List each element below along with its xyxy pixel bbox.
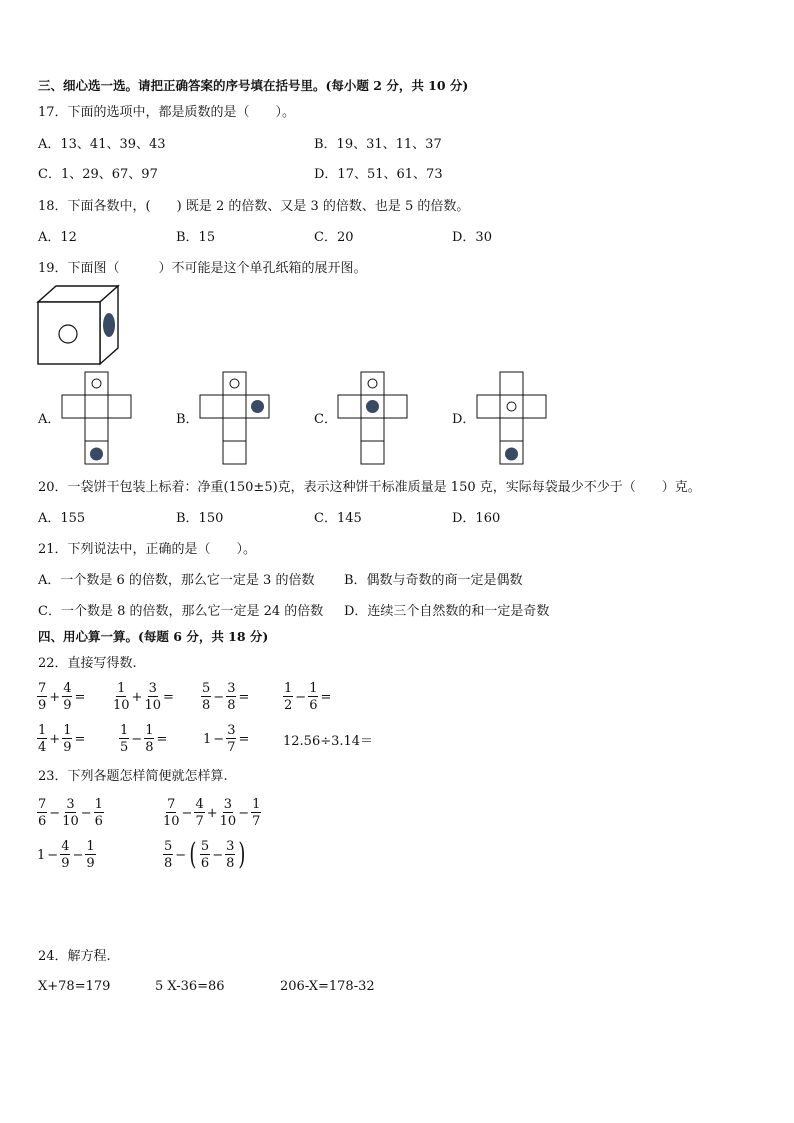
q21-option-a: A．一个数是 6 的倍数，那么它一定是 3 的倍数 (38, 573, 315, 588)
q20-option-b: B．150 (176, 511, 224, 526)
section3-heading: 三、细心选一选。请把正确答案的序号填在括号里。(每小题 2 分，共 10 分) (38, 78, 469, 93)
q21-option-c: C．一个数是 8 的倍数，那么它一定是 24 的倍数 (38, 604, 324, 619)
net-b (200, 372, 272, 466)
q17-option-c: C．1、29、67、97 (38, 167, 158, 182)
q20-option-a: A．155 (38, 511, 86, 526)
q22-expr-7: 1 − $\frac{3}{7}$ = (203, 723, 250, 755)
q19-label-b: B． (176, 412, 199, 427)
q22-expr-4: $\frac{1}{2}$ − $\frac{1}{6}$ = (284, 681, 332, 713)
q22-expr-6: $\frac{1}{5}$ − $\frac{1}{8}$ = (120, 723, 168, 755)
q24-equation-3: 206-X=178-32 (280, 979, 375, 994)
q18-stem: 18．下面各数中，( ) 既是 2 的倍数、又是 3 的倍数、也是 5 的倍数。 (38, 199, 470, 214)
q18-option-c: C．20 (314, 230, 354, 245)
q21-stem: 21．下列说法中，正确的是（ ）。 (38, 542, 257, 557)
q17-option-a: A．13、41、39、43 (38, 137, 166, 152)
net-c (338, 372, 410, 466)
q22-stem: 22．直接写得数. (38, 656, 137, 671)
q22-expr-8: 12.56÷3.14＝ (283, 734, 374, 749)
q19-stem: 19．下面图（ ）不可能是这个单孔纸箱的展开图。 (38, 261, 367, 276)
q19-label-a: A． (38, 412, 61, 427)
q22-expr-5: $\frac{1}{4}$ + $\frac{1}{9}$ = (38, 723, 86, 755)
q19-label-c: C． (314, 412, 337, 427)
q18-option-a: A．12 (38, 230, 77, 245)
q23-expr-4: $\frac{5}{8}$ − ( $\frac{5}{6}$ − $\frac{3}{8}$ ) (164, 837, 246, 872)
q24-equation-2: 5 X-36=86 (155, 979, 225, 994)
q21-option-d: D．连续三个自然数的和一定是奇数 (344, 604, 550, 619)
q22-expr-1: $\frac{7}{9}$ + $\frac{4}{9}$ = (38, 681, 86, 713)
q23-expr-1: $\frac{7}{6}$ − $\frac{3}{10}$ − $\frac{1}{6}$ (38, 797, 103, 829)
q17-option-b: B．19、31、11、37 (314, 137, 442, 152)
q24-stem: 24．解方程. (38, 949, 111, 964)
q17-option-d: D．17、51、61、73 (314, 167, 443, 182)
q22-expr-3: $\frac{5}{8}$ − $\frac{3}{8}$ = (202, 681, 250, 713)
q23-stem: 23．下列各题怎样简便就怎样算. (38, 769, 228, 784)
q22-expr-2: $\frac{1}{10}$ + $\frac{3}{10}$ = (113, 681, 174, 713)
q20-option-c: C．145 (314, 511, 362, 526)
net-d (477, 372, 549, 466)
q19-label-d: D． (452, 412, 476, 427)
q18-option-d: D．30 (452, 230, 492, 245)
q23-expr-2: $\frac{7}{10}$ − $\frac{4}{7}$ + $\frac{3}{10}$ − $\frac{1}{7}$ (163, 797, 261, 829)
q20-stem: 20．一袋饼干包装上标着：净重(150±5)克，表示这种饼干标准质量是 150 克，实际每袋最少不少于（ ）克。 (38, 480, 701, 495)
q18-option-b: B．15 (176, 230, 216, 245)
q21-option-b: B．偶数与奇数的商一定是偶数 (344, 573, 523, 588)
q20-option-d: D．160 (452, 511, 501, 526)
q23-expr-3: 1 − $\frac{4}{9}$ − $\frac{1}{9}$ (37, 839, 95, 871)
q24-equation-1: X+78=179 (38, 979, 111, 994)
section4-heading: 四、用心算一算。(每题 6 分，共 18 分) (38, 629, 269, 644)
net-a (62, 372, 134, 466)
q17-stem: 17．下面的选项中，都是质数的是（ ）。 (38, 105, 296, 120)
cube-figure (38, 284, 122, 366)
